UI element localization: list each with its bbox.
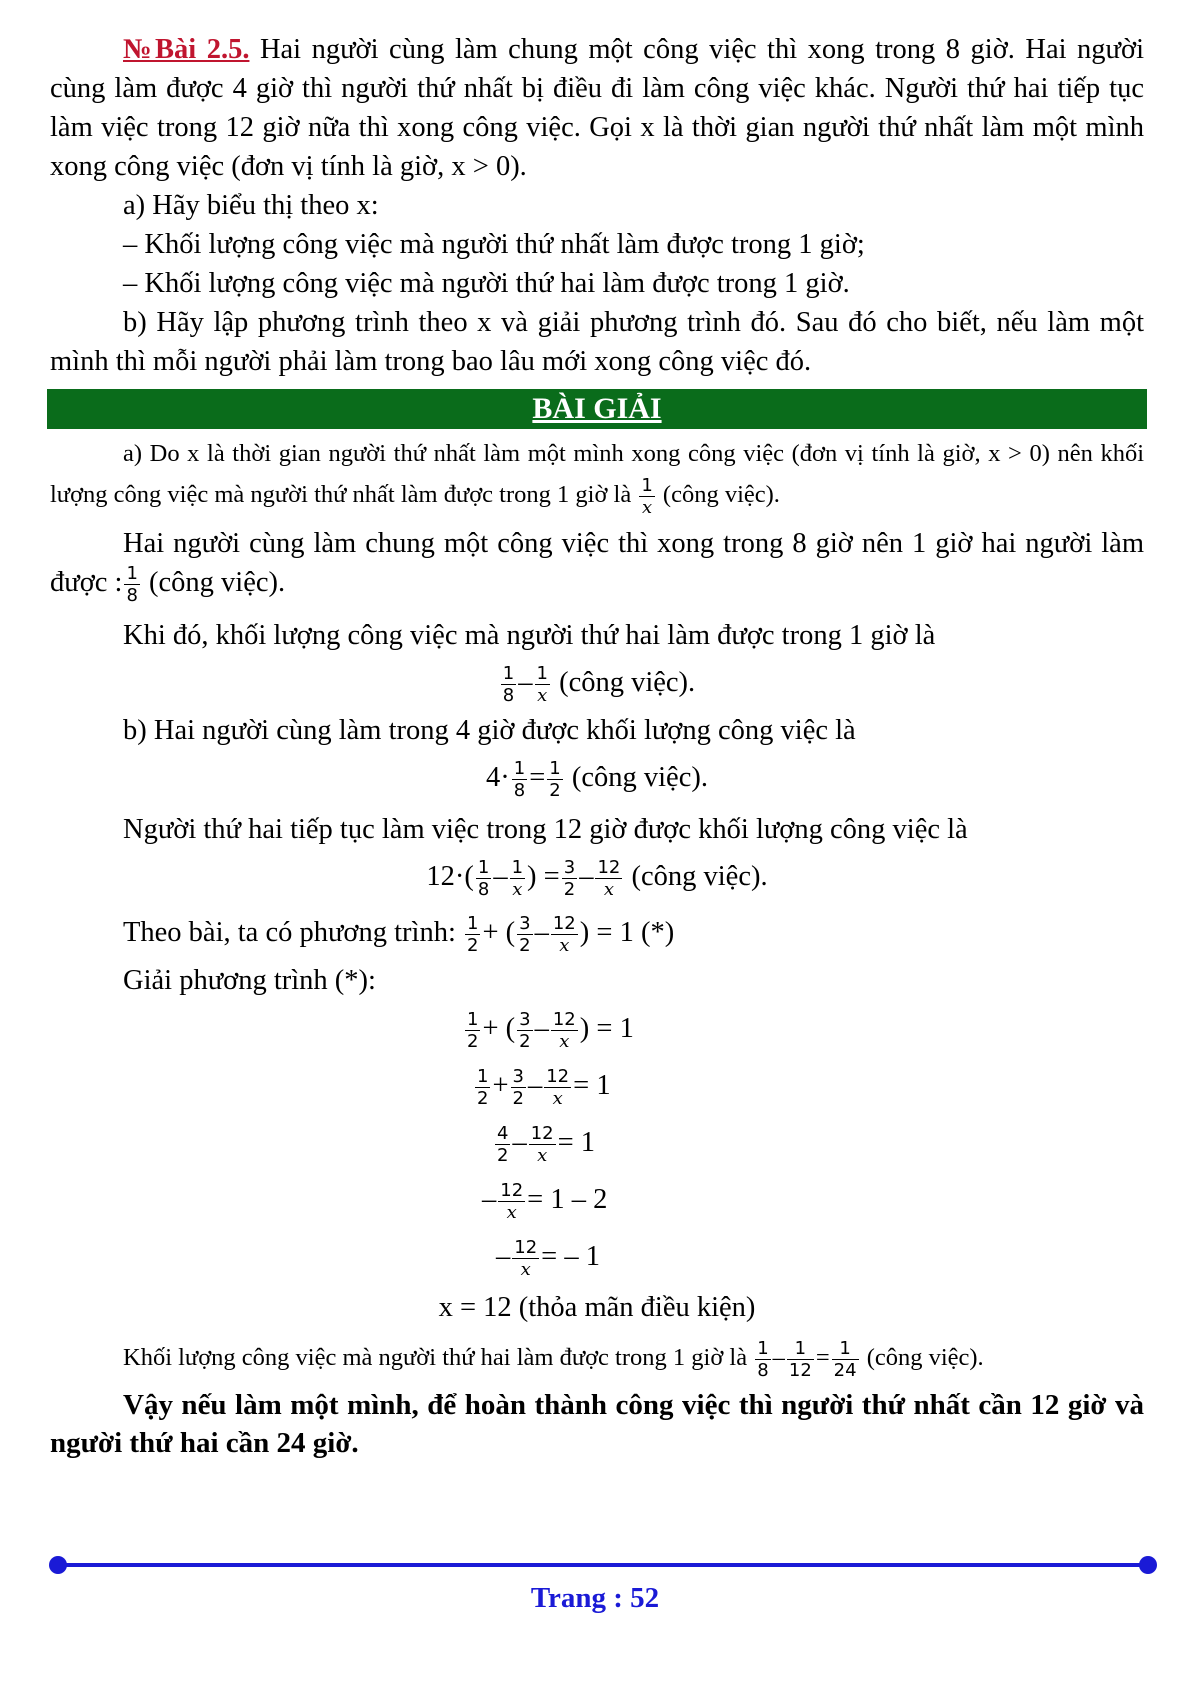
solution-step-5: Người thứ hai tiếp tục làm việc trong 12 giờ được khối lượng công việc là (123, 813, 968, 845)
solution-step-6: Theo bài, ta có phương trình: $\frac{1}{2}$ + ( $\frac{3}{2}$ – $\frac{12}{x}$ ) = 1 (*) (123, 912, 675, 956)
problem-text: Hai người cùng làm chung một công việc thì xong trong 8 giờ. Hai người cùng làm được 4 giờ thì người thứ nhất bị điều đi làm công việc khác. Người thứ hai tiếp tục làm việc trong 12 giờ nữa thì xong công việc. Gọi x là thời gian người thứ nhất làm một mình xong công việc (đơn vị tính là giờ, x > 0). (50, 34, 1144, 182)
formula-twelve-hours: 12·( $\frac{1}{8}$ – $\frac{1}{x}$ ) = $\frac{3}{2}$ – $\frac{12}{x}$ (công việc). (426, 856, 768, 900)
equation-line-4: – $\frac{12}{x}$ = 1 – 2 (482, 1179, 608, 1223)
equation-line-2: $\frac{1}{2}$ + $\frac{3}{2}$ – $\frac{12}{x}$ = 1 (477, 1065, 611, 1109)
problem-statement (50, 30, 1144, 186)
fraction-1-over-x: $\frac{1}{x}$ (641, 474, 653, 518)
problem-part-a: a) Hãy biểu thị theo x: (123, 190, 379, 221)
equation-line-1: $\frac{1}{2}$ + ( $\frac{3}{2}$ – $\frac{12}{x}$ ) = 1 (467, 1008, 634, 1052)
solution-step-3: Khi đó, khối lượng công việc mà người thứ hai làm được trong 1 giờ là (123, 619, 936, 651)
footer-divider (56, 1563, 1148, 1567)
solution-header (47, 389, 1147, 429)
problem-bullet-1: – Khối lượng công việc mà người thứ nhất làm được trong 1 giờ; (123, 229, 865, 260)
solution-step-4: b) Hai người cùng làm trong 4 giờ được khối lượng công việc là (123, 714, 856, 746)
solution-step-1: a) Do x là thời gian người thứ nhất làm một mình xong công việc (đơn vị tính là giờ, x > 0) nên khối lượng công việc mà người thứ nhất làm được trong 1 giờ là $\frac{1}{x}$ (công việc). (50, 440, 1144, 518)
problem-part-b: b) Hãy lập phương trình theo x và giải phương trình đó. Sau đó cho biết, nếu làm một mình thì mỗi người phải làm trong bao lâu mới xong công việc đó. (50, 307, 1144, 377)
problem-bullet-2: – Khối lượng công việc mà người thứ hai làm được trong 1 giờ. (123, 268, 850, 299)
solution-step-8: Khối lượng công việc mà người thứ hai làm được trong 1 giờ là $\frac{1}{8}$ – $\frac{1}{12}$ = $\frac{1}{24}$ (công việc). (123, 1337, 984, 1381)
conclusion: Vậy nếu làm một mình, để hoàn thành công việc thì người thứ nhất cần 12 giờ và người thứ hai cần 24 giờ. (50, 1388, 1144, 1459)
solution-step-2: Hai người cùng làm chung một công việc thì xong trong 8 giờ nên 1 giờ hai người làm được : $\frac{1}{8}$ (công việc). (50, 527, 1144, 606)
page-number: Trang : 52 (530, 1582, 660, 1614)
equation-line-5: – $\frac{12}{x}$ = – 1 (496, 1236, 600, 1280)
problem-title: №Bài 2.5. (123, 34, 250, 65)
formula-four-hours: 4· $\frac{1}{8}$ = $\frac{1}{2}$ (công việc). (486, 757, 708, 801)
equation-solving (50, 1000, 1144, 1285)
equation-line-3: $\frac{4}{2}$ – $\frac{12}{x}$ = 1 (497, 1122, 596, 1166)
fraction-1-over-8: $\frac{1}{8}$ (126, 562, 138, 606)
footer-right-dot (1139, 1556, 1157, 1574)
solution-step-7: Giải phương trình (*): (123, 964, 376, 996)
equation-result: x = 12 (thỏa mãn điều kiện) (438, 1291, 756, 1323)
formula-second-person-rate: $\frac{1}{8}$ – $\frac{1}{x}$ (công việc). (502, 662, 696, 706)
solution-header-label: BÀI GIẢI (532, 392, 662, 425)
page-content (50, 30, 1144, 1462)
